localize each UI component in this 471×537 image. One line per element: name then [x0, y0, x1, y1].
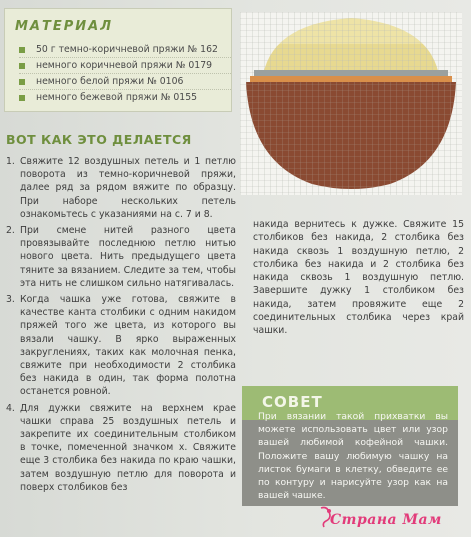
material-item: немного бежевой пряжи № 0155	[19, 90, 231, 105]
bullet-icon	[19, 47, 25, 53]
bullet-icon	[19, 95, 25, 101]
bullet-icon	[19, 79, 25, 85]
material-title: МАТЕРИАЛ	[15, 19, 114, 34]
instruction-step: 4. Для дужки свяжите на верхнем крае чашки справа 25 воздушных петель и закрепите их соединительным столбиком в точке, помеченной значком x. Свяжите еще 3 столбика без накида по краю чашки, затем воздушную петлю для поворота и поверх столбиков без	[6, 402, 236, 493]
instruction-continuation: накида вернитесь к дужке. Свяжите 15 столбиков без накида, 2 столбика без накида сквозь 1 воздушную петлю, 2 столбика без накида и 2 столбика без накида сквозь 1 воздушную петлю. Завершите дужку 1 столбиком без накида, затем провяжите еще 2 соединительных столбика через край чашки.	[253, 219, 464, 337]
tip-title: СОВЕТ	[262, 393, 323, 411]
cup-band-orange	[250, 76, 452, 82]
instruction-step: 2. При смене нитей разного цвета провязывайте последнюю петлю нитью нового цвета. Нить предыдущего цвета тяните за вязанием. Следите за тем, чтобы эта нить не слишком сильно натягивалась.	[6, 225, 236, 289]
instruction-step: 3. Когда чашка уже готова, свяжите в качестве канта столбики с одним накидом пряжей того же цвета, из которого вы вязали чашку. В ярко выраженных закруглениях, таких как молочная пенка, свяжите при необходимости 2 столбика без накида в один, так форма полотна останется ровной.	[6, 294, 236, 398]
tip-text: При вязании такой прихватки вы можете использовать цвет или узор вашей любимой кофейной чашки. Положите вашу любимую чашку на листок бумаги в клетку, обведите ее по контуру и нарисуйте узор как на вашей чашке.	[258, 411, 448, 502]
material-item: немного коричневой пряжи № 0179	[19, 58, 231, 74]
material-item: немного белой пряжи № 0106	[19, 74, 231, 90]
bullet-icon	[19, 63, 25, 69]
knitting-chart	[240, 12, 462, 195]
watermark-text: Страна Мам	[330, 512, 442, 528]
instructions-heading: ВОТ КАК ЭТО ДЕЛАЕТСЯ	[6, 132, 192, 147]
material-item: 50 г темно-коричневой пряжи № 162	[19, 42, 231, 58]
material-list	[19, 42, 231, 105]
material-box	[4, 8, 232, 112]
tip-box	[242, 386, 458, 506]
instruction-step: 1. Свяжите 12 воздушных петель и 1 петлю поворота из темно-коричневой пряжи, далее ряд за рядом вяжите по образцу. При наборе нескольких петель ознакомьтесь с указаниями на с. 7 и 8.	[6, 156, 236, 220]
cup-band-gray	[254, 70, 448, 76]
instruction-steps	[6, 155, 236, 497]
